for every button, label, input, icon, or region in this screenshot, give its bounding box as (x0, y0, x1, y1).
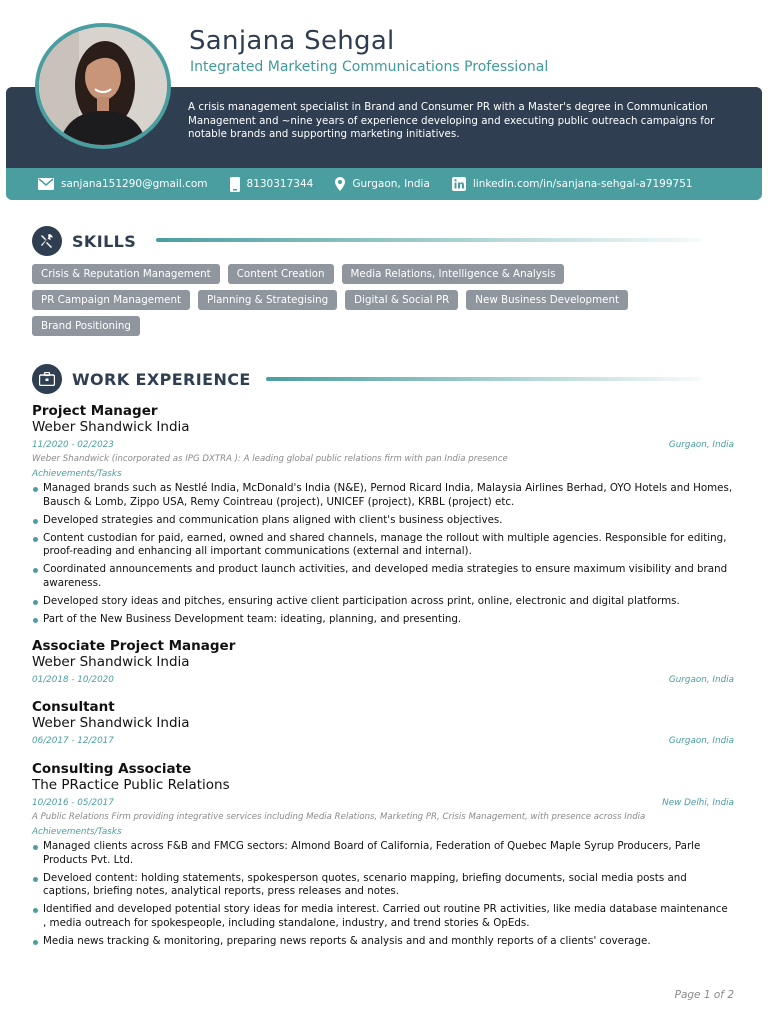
job-meta (32, 439, 734, 451)
list-item: Identified and developed potential story ideas for media interest. Carried out routine PR activities, like media database maintenance , media outreach for spokespeople, including standalone, industry, and trend stories & OpEds. (32, 903, 734, 930)
job-title: Associate Project Manager (32, 638, 236, 654)
company-name: Weber Shandwick India (32, 715, 190, 731)
job-meta (32, 735, 734, 747)
page-number: Page 1 of 2 (674, 989, 734, 1001)
job-entry (32, 403, 734, 631)
skill-tag: Crisis & Reputation Management (32, 264, 220, 284)
skills-divider (156, 238, 700, 242)
job-location: Gurgaon, India (668, 440, 734, 450)
company-description: A Public Relations Firm providing integrative services including Media Relations, Marketing PR, Crisis Management, with presence across India (32, 812, 646, 822)
email-text: sanjana151290@gmail.com (61, 178, 208, 190)
job-dates: 01/2018 - 10/2020 (32, 675, 114, 685)
contact-location (335, 177, 430, 191)
candidate-role: Integrated Marketing Communications Professional (190, 59, 549, 75)
skill-tag: Planning & Strategising (198, 290, 337, 310)
list-item: Content custodian for paid, earned, owned and shared channels, manage the rollout with multiple agencies. Responsible for editing, proof-reading and enhancing all important communications (external and internal). (32, 532, 734, 559)
job-dates: 10/2016 - 05/2017 (32, 798, 114, 808)
map-pin-icon (335, 177, 345, 191)
skills-title: SKILLS (72, 231, 137, 251)
list-item: Media news tracking & monitoring, preparing news reports & analysis and and monthly reports of a clients' coverage. (32, 935, 734, 949)
job-entry (32, 761, 734, 953)
job-title: Project Manager (32, 403, 158, 419)
list-item: Develoed content: holding statements, spokesperson quotes, scenario mapping, briefing documents, social media posts and captions, briefing notes, analytical reports, press releases and notes. (32, 872, 734, 899)
skill-tag: Brand Positioning (32, 316, 140, 336)
job-title: Consultant (32, 699, 115, 715)
job-title: Consulting Associate (32, 761, 192, 777)
job-location: Gurgaon, India (668, 736, 734, 746)
achievements-label: Achievements/Tasks (32, 827, 122, 837)
list-item: Developed story ideas and pitches, ensuring active client participation across print, online, electronic and digital platforms. (32, 595, 734, 609)
phone-icon (230, 177, 240, 192)
skills-heading (32, 226, 136, 256)
achievements-list (32, 482, 734, 626)
summary-text: A crisis management specialist in Brand and Consumer PR with a Master's degree in Communication Management and ~nine years of experience developing and executing public outreach campaigns for notable brands and supporting marketing initiatives. (188, 101, 715, 140)
profile-photo (35, 23, 171, 149)
skill-tag: New Business Development (466, 290, 628, 310)
job-dates: 06/2017 - 12/2017 (32, 736, 114, 746)
job-location: New Delhi, India (662, 798, 734, 808)
experience-title: WORK EXPERIENCE (72, 369, 251, 389)
achievements-label: Achievements/Tasks (32, 469, 122, 479)
experience-heading (32, 364, 251, 394)
job-meta (32, 797, 734, 809)
list-item: Developed strategies and communication plans aligned with client's business objectives. (32, 514, 734, 528)
contact-linkedin[interactable] (452, 177, 693, 191)
list-item: Coordinated announcements and product launch activities, and developed media strategies to ensure maximum visibility and brand awareness. (32, 563, 734, 590)
company-name: Weber Shandwick India (32, 419, 190, 435)
job-dates: 11/2020 - 02/2023 (32, 440, 114, 450)
envelope-icon (38, 178, 54, 190)
skill-tag: Media Relations, Intelligence & Analysis (342, 264, 565, 284)
achievements-list (32, 840, 734, 948)
company-name: Weber Shandwick India (32, 654, 190, 670)
contact-phone[interactable] (230, 177, 314, 192)
location-text: Gurgaon, India (352, 178, 430, 190)
job-location: Gurgaon, India (668, 675, 734, 685)
experience-divider (266, 377, 700, 381)
skill-tag: Content Creation (228, 264, 334, 284)
job-entry (32, 638, 734, 686)
list-item: Managed brands such as Nestlé India, McDonald's India (N&E), Pernod Ricard India, Malaysia Airlines Berhad, OYO Hotels and Homes, Bausch & Lomb, Zippo USA, Remy Cointreau (project), UNICEF (project), KRBL (project) etc. (32, 482, 734, 509)
candidate-name: Sanjana Sehgal (189, 26, 395, 56)
skills-tools-icon (32, 226, 62, 256)
contact-email[interactable] (38, 178, 208, 190)
company-name: The PRactice Public Relations (32, 777, 230, 793)
phone-text: 8130317344 (246, 178, 314, 190)
avatar (39, 27, 167, 145)
list-item: Part of the New Business Development team: ideating, planning, and presenting. (32, 613, 734, 627)
list-item: Managed clients across F&B and FMCG sectors: Almond Board of California, Federation of Quebec Maple Syrup Producers, Parle Products Pvt. Ltd. (32, 840, 734, 867)
linkedin-text: linkedin.com/in/sanjana-sehgal-a7199751 (472, 178, 693, 190)
skill-tag: PR Campaign Management (32, 290, 190, 310)
job-entry (32, 699, 734, 747)
job-meta (32, 674, 734, 686)
company-description: Weber Shandwick (incorporated as IPG DXTRA ): A leading global public relations firm with pan India presence (32, 454, 508, 464)
linkedin-icon (452, 177, 466, 191)
briefcase-icon (32, 364, 62, 394)
contact-bar (6, 168, 762, 200)
skill-tag: Digital & Social PR (345, 290, 458, 310)
skills-list (32, 264, 732, 342)
